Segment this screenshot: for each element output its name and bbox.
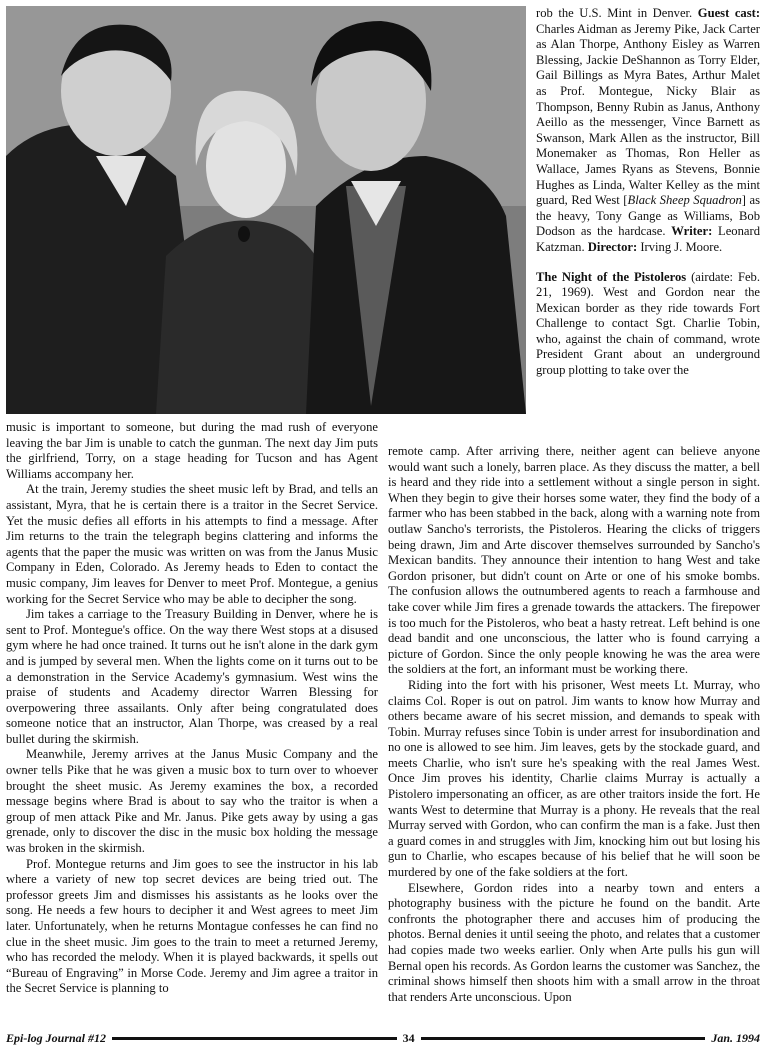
body-paragraph: remote camp. After arriving there, neither agent can believe anyone would want such a lonely, barren place. As they discuss the matter, a bell is heard and they ride into a settlement without a single person in sight. When they begin to give their horses some water, they find the body of a farmer who has been stabbed in the back, along with a warning note from outlaw Sancho's terrorists, the Pistoleros. Hearing the clicks of triggers being drawn, Jim and Arte discover themselves surrounded by Sancho's Mexican bandits. They announce their intention to hang West and take Gordon prisoner, but didn't count on Arte or one of his smoke bombs. The confusion allows the outnumbered agents to reach a farmhouse and take cover while Jim fires a grenade towards the attackers. The firepower is too much for the Pistoleros, who beat a hasty retreat. Left behind is one dead bandit and one unconscious, the latter who is found carrying a picture of Gordon. Since the only people knowing he was the area were the soldiers at the fort, an informant must be working there. — [388, 444, 760, 677]
body-paragraph: Jim takes a carriage to the Treasury Building in Denver, where he is sent to Prof. Montegue's office. On the way there West stops at a disused gym where he had once trained. It turns out he isn't alone in the dark gym and is jumped by several men. When the lights come on it turns out to be a demonstration in the Service Academy's gymnasium. West wins the praise of students and Academy director Warren Blessing for overpowering three assailants. Only after being congratulated does someone notice that an instructor, Alan Thorpe, was creased by a real bullet during the skirmish. — [6, 607, 378, 746]
director-label: Director: — [587, 239, 638, 254]
body-paragraph: At the train, Jeremy studies the sheet music left by Brad, and tells an assistant, Myra, that he is certain there is a traitor in the Secret Service. Yet the music defies all efforts in his attempts to find a message. After Jim returns to the train the telegraph begins clattering and informs the agents that the paper the music was written on was from the Janus Music Company in Eden, Colorado. As Jeremy heads to Eden to contact the music company, Jim leaves for Denver to meet Prof. Montegue, a genius working for the Secret Service who may be able to decipher the song. — [6, 482, 378, 606]
body-paragraph: Prof. Montegue returns and Jim goes to see the instructor in his lab where a variety of new top secret devices are being tried out. The professor greets Jim and dismisses his assistants as he looks over the song. He needs a few hours to decipher it and West agrees to meet Jim later. Unfortunately, when he returns Montague confesses he can find no clue in the sheet music. Jim goes to the train to meet a returned Jeremy, who has recorded the melody. When it is played backwards, it spells out “Bureau of Engraving” in Morse Code. Jeremy and Jim agree a traitor in the Secret Service is planning to — [6, 856, 378, 996]
footer-rule — [421, 1037, 706, 1040]
footer-rule — [112, 1037, 397, 1040]
right-column — [388, 444, 760, 1005]
credits-text: ] as the heavy, Tony Gange as Williams, Bob Dodson as the hardcase. — [536, 193, 760, 239]
episode-intro-paragraph — [536, 270, 760, 379]
body-paragraph: Elsewhere, Gordon rides into a nearby town and enters a photography business with the picture he found on the bandit. Arte confronts the photographer there and accuses him of producing the photos. Bernal denies it until seeing the photo, and relates that a customer had copies made two weeks earlier. Only when Arte pulls his gun will Bernal open his records. As Gordon learns the customer was Sanchez, the criminal shows himself then shoots him with a small arrow in the throat that renders Arte unconscious. Upon — [388, 880, 760, 1004]
top-right-column — [536, 6, 760, 379]
credits-text: Charles Aidman as Jeremy Pike, Jack Carter as Alan Thorpe, Anthony Eisley as Warren Blessing, Jackie DeShannon as Torry Elder, Gail Billings as Myra Bates, Arthur Malet as Prof. Montegue, Nicky Blair as Thompson, Benny Rubin as Janus, Anthony Aeillo as the messenger, Vince Barnett as Swanson, Mark Allen as the instructor, Bill Monemaker as Thomas, Ron Heller as Wallace, James Ryans as Stevens, Bonnie Hughes as Linda, Walter Kelley as the mint guard, Red West [ — [536, 21, 760, 208]
cast-photo — [6, 6, 526, 414]
writer-label: Writer: — [671, 224, 713, 239]
credits-text: rob the U.S. Mint in Denver. — [536, 6, 698, 20]
body-paragraph: Meanwhile, Jeremy arrives at the Janus Music Company and the owner tells Pike that he was given a music box to turn over to whoever brought the sheet music. As Jeremy examines the box, a recorded message begins where Brad is about to say who the traitor is when a group of men attack Pike and Mr. Janus. Pike gets away by using a gas grenade, only to discover the disc in the music box holding the message was broken in the skirmish. — [6, 747, 378, 856]
page-footer — [6, 1030, 760, 1046]
episode-title: The Night of the Pistoleros — [536, 269, 687, 284]
credits-text: Irving J. Moore. — [637, 239, 723, 254]
left-column — [6, 420, 378, 997]
credits-text: Leonard Katzman. — [536, 224, 760, 254]
cast-photo-illustration — [6, 6, 526, 414]
body-paragraph: Riding into the fort with his prisoner, West meets Lt. Murray, who claims Col. Roper is out on patrol. Jim wants to know how Murray and others became aware of his secret mission, and demands to speak with Tobin. Murray refuses since Tobin is under arrest for insubordination and no one is allowed to see him. Jim leaves, gets by the stockade guard, and meets Charlie, who isn't sure he's speaking with the real James West. Once Jim proves his identity, Charlie claims Murray is actually a Pistolero impersonating an officer, as are other traitors inside the fort. He wants West to determine that Murray is a phony. He reveals that the real Murray served with Gordon, who can confirm the man is a fake. Just then a guard comes in and struggles with Jim, knocking him out but losing his gun to Charlie, who escapes because of his belief that he will soon be murdered by one of the fake soldiers at the fort. — [388, 677, 760, 880]
body-paragraph: music is important to someone, but during the mad rush of everyone leaving the bar Jim is unable to catch the gunman. The next day Jim puts the girlfriend, Torry, on a stage heading for Tucson and has Agent Williams accompany her. — [6, 420, 378, 481]
page-number: 34 — [402, 1030, 415, 1045]
publication-name: Epi-log Journal #12 — [6, 1030, 107, 1045]
cast-credits-paragraph — [536, 6, 760, 256]
issue-date: Jan. 1994 — [711, 1030, 760, 1045]
show-title-italic: Black Sheep Squadron — [627, 193, 742, 208]
episode-intro-text: (airdate: Feb. 21, 1969). West and Gordon near the Mexican border as they ride towards Fort Challenge to contact Sgt. Charlie Tobin, who, against the chain of command, wrote President Grant about an underground group plotting to take over the — [536, 269, 760, 378]
guest-cast-label: Guest cast: — [697, 6, 761, 20]
